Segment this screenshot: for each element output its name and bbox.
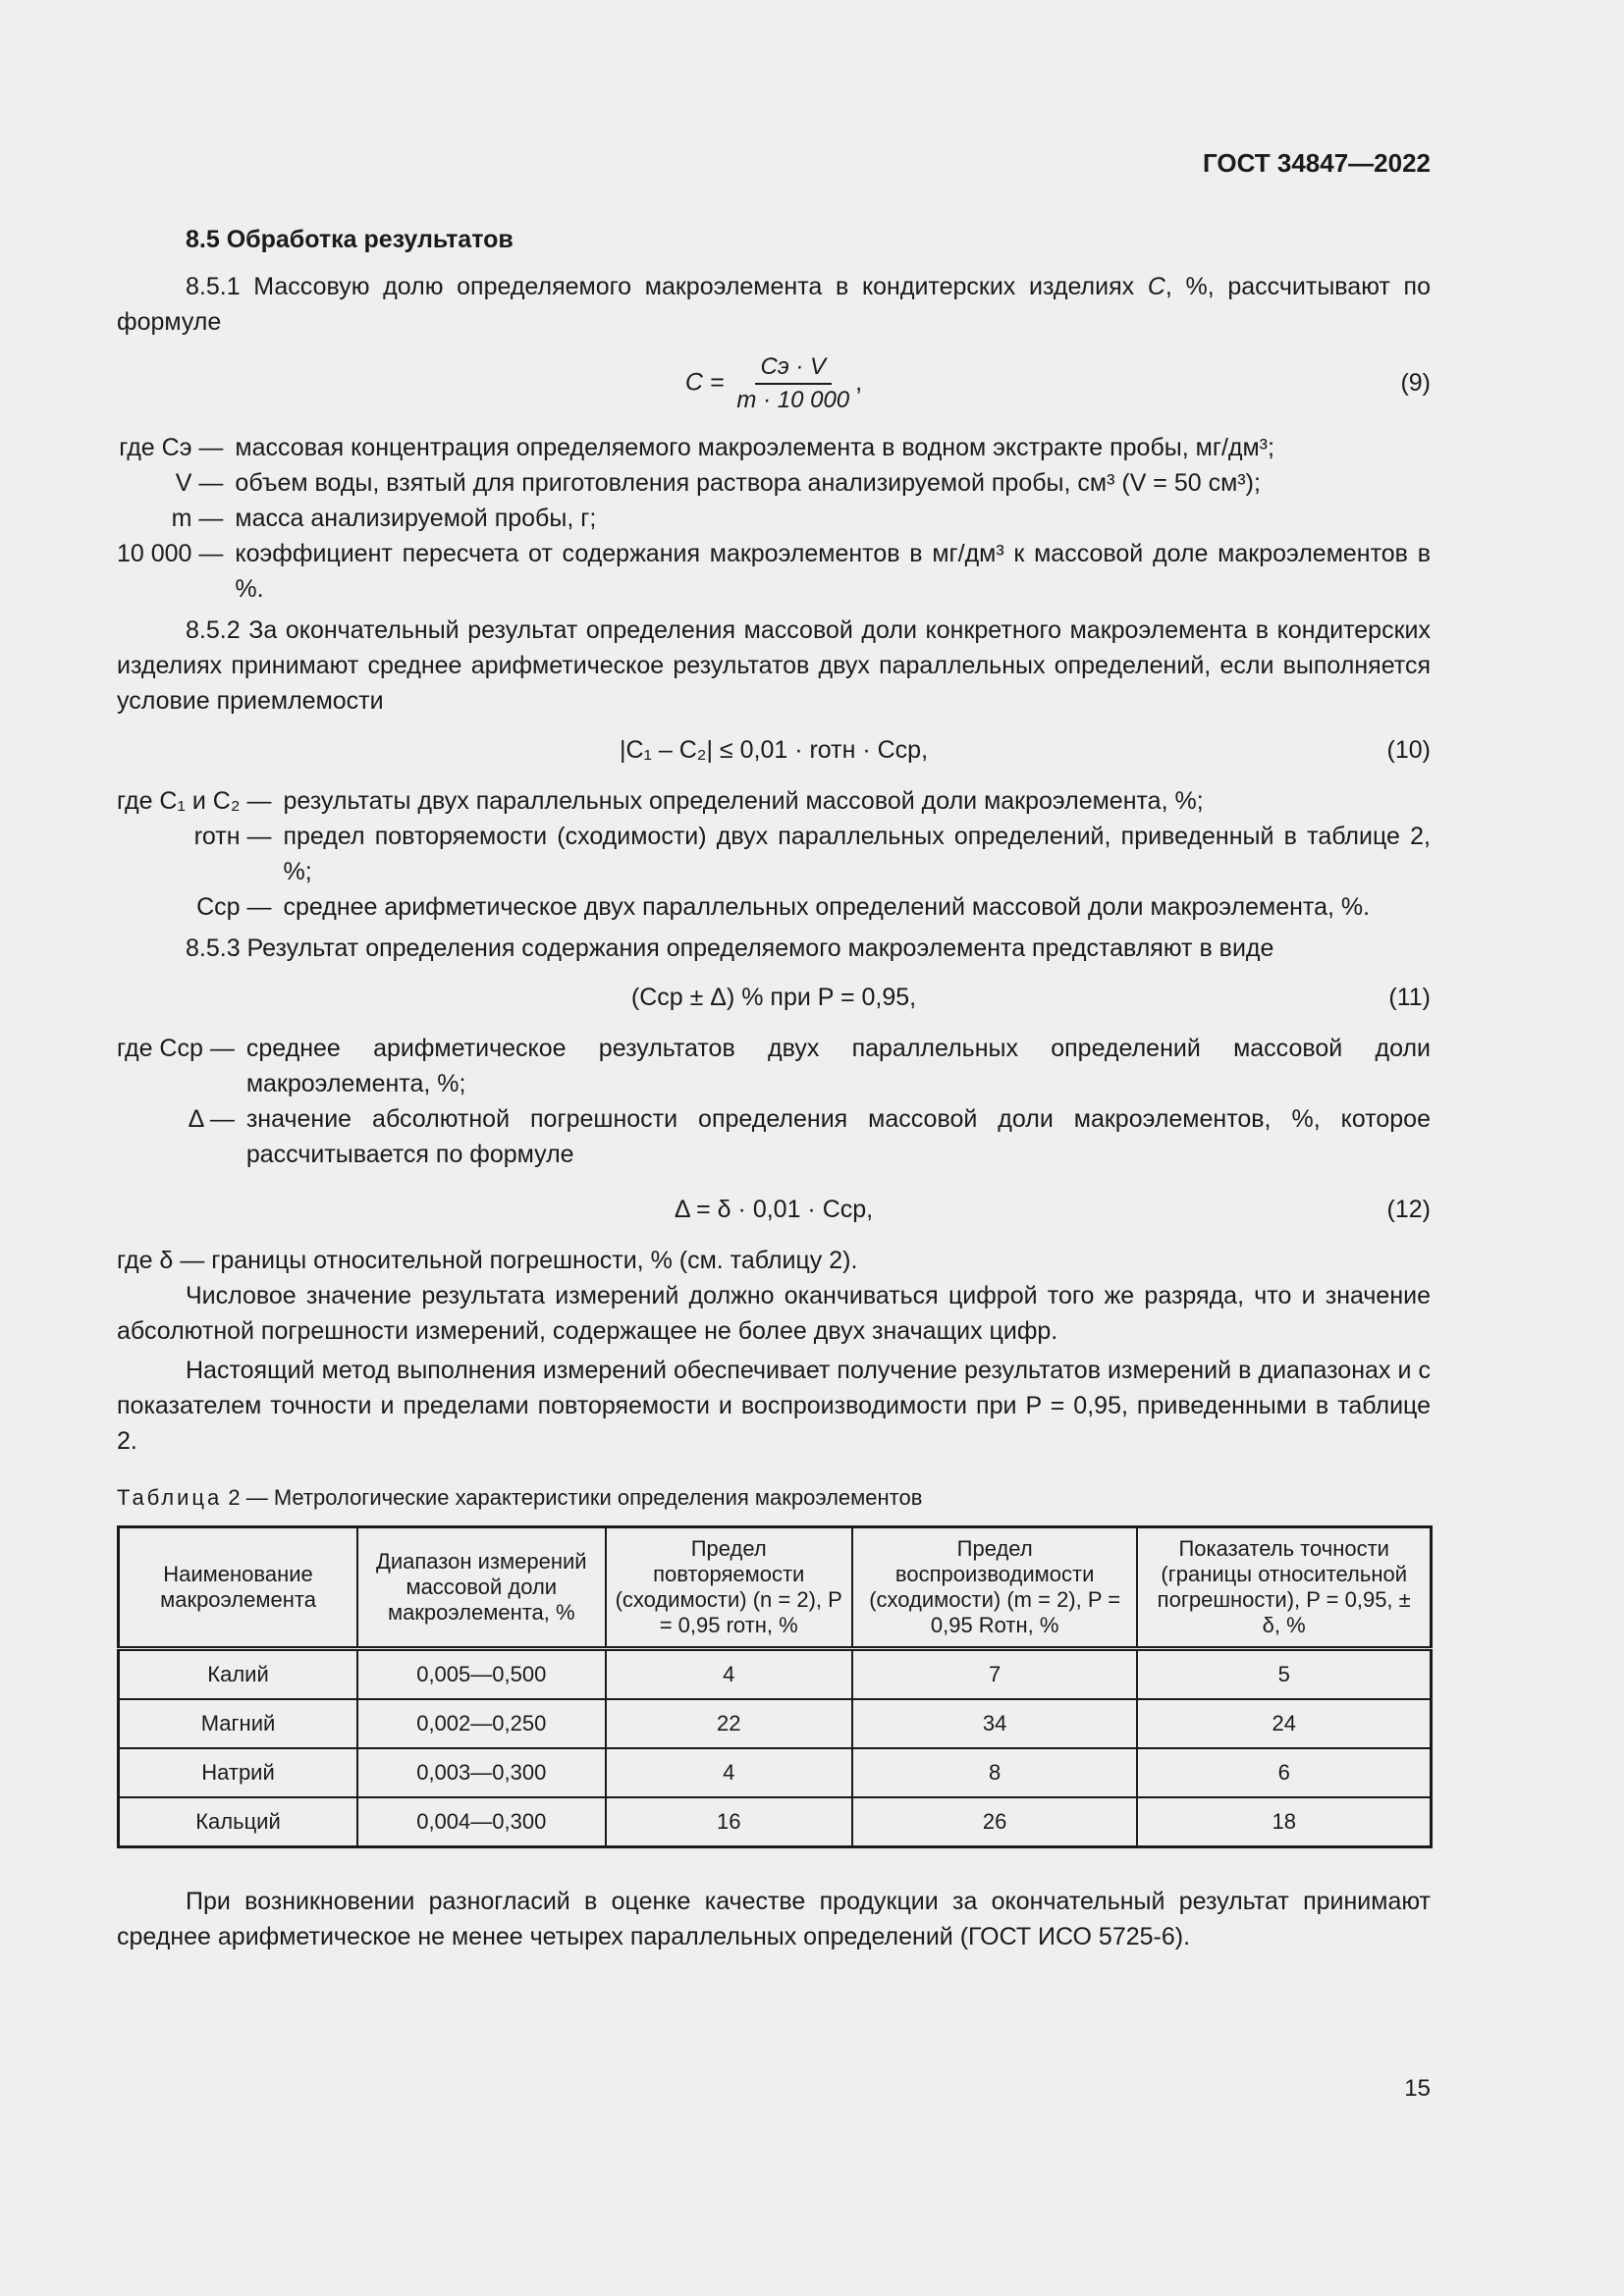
table-caption-word: Таблица xyxy=(117,1485,223,1510)
page-content xyxy=(117,222,1431,1954)
definitions-10 xyxy=(117,783,1431,925)
formula-9-number: (9) xyxy=(1400,369,1431,397)
definitions-9 xyxy=(117,430,1431,607)
table-cell: 0,005—0,500 xyxy=(357,1649,605,1700)
table-header-cell: Наименование макроэлемента xyxy=(119,1527,358,1649)
paragraph-dispute: При возникновении разногласий в оценке качестве продукции за окончательный результат принимают среднее арифметическое не менее четырех параллельных определений (ГОСТ ИСО 5725-6). xyxy=(117,1888,1431,1950)
table-cell: 0,004—0,300 xyxy=(357,1797,605,1847)
formula-11 xyxy=(117,980,1431,1015)
def-desc: среднее арифметическое двух параллельных определений массовой доли макроэлемента, %. xyxy=(283,893,1371,921)
paragraph-8-5-3: 8.5.3 Результат определения содержания определяемого макроэлемента представляют в виде xyxy=(186,934,1274,962)
def-term: V — xyxy=(175,469,224,497)
table-header-cell: Диапазон измерений массовой доли макроэлемента, % xyxy=(357,1527,605,1649)
paragraph-rounding: Числовое значение результата измерений должно оканчиваться цифрой того же разряда, что и значение абсолютной погрешности измерений, содержащее не более двух значащих цифр. xyxy=(117,1282,1431,1345)
table-header-cell: Предел воспроизводимости (сходимости) (m = 2), P = 0,95 Rотн, % xyxy=(852,1527,1137,1649)
table-cell: 34 xyxy=(852,1699,1137,1748)
def-desc: значение абсолютной погрешности определения массовой доли макроэлементов, %, которое рассчитывается по формуле xyxy=(245,1105,1431,1168)
formula-11-expression: (Cср ± Δ) % при P = 0,95, xyxy=(630,984,917,1011)
def-term: Δ — xyxy=(188,1105,235,1133)
p851-var: C xyxy=(1147,273,1165,300)
def-desc: среднее арифметическое результатов двух параллельных определений массовой доли макроэлемента, %; xyxy=(245,1035,1431,1097)
def-term: rотн — xyxy=(193,823,272,850)
table-cell: 0,002—0,250 xyxy=(357,1699,605,1748)
table-cell: 16 xyxy=(606,1797,852,1847)
formula-11-number: (11) xyxy=(1388,984,1431,1011)
table-caption xyxy=(117,1480,1431,1516)
def-term: Cср — xyxy=(196,893,272,921)
def-desc: объем воды, взятый для приготовления раствора анализируемой пробы, см³ (V = 50 см³); xyxy=(235,469,1261,497)
table-cell: Магний xyxy=(119,1699,358,1748)
page-number: 15 xyxy=(1404,2075,1431,2102)
section-title: 8.5 Обработка результатов xyxy=(186,226,514,253)
table-row xyxy=(119,1699,1432,1748)
delta-definition: где δ — границы относительной погрешности, % (см. таблицу 2). xyxy=(117,1247,858,1274)
table-cell: Натрий xyxy=(119,1748,358,1797)
formula-9-denominator: m · 10 000 xyxy=(736,387,850,413)
def-term: m — xyxy=(171,505,224,532)
def-desc: результаты двух параллельных определений массовой доли макроэлемента, %; xyxy=(283,787,1204,815)
document-id: ГОСТ 34847—2022 xyxy=(1203,148,1431,178)
formula-9-numerator: Cэ · V xyxy=(755,353,832,385)
formula-10-expression: |C₁ – C₂| ≤ 0,01 · rотн · Cср, xyxy=(619,736,929,764)
formula-12 xyxy=(117,1192,1431,1227)
table-cell: 8 xyxy=(852,1748,1137,1797)
table-header-cell: Показатель точности (границы относительной погрешности), P = 0,95, ± δ, % xyxy=(1137,1527,1431,1649)
formula-9-expression xyxy=(117,353,1431,414)
def-desc: коэффициент пересчета от содержания макроэлементов в мг/дм³ к массовой доле макроэлементов в %. xyxy=(235,540,1431,603)
formula-9-fraction xyxy=(731,353,855,414)
definitions-11 xyxy=(117,1031,1431,1172)
table-header-cell: Предел повторяемости (сходимости) (n = 2), P = 0,95 rотн, % xyxy=(606,1527,852,1649)
table-cell: 18 xyxy=(1137,1797,1431,1847)
table-cell: 0,003—0,300 xyxy=(357,1748,605,1797)
table-cell: 6 xyxy=(1137,1748,1431,1797)
table-header-row xyxy=(119,1527,1432,1649)
def-desc: масса анализируемой пробы, г; xyxy=(235,505,597,532)
table-cell: 24 xyxy=(1137,1699,1431,1748)
metrology-table xyxy=(117,1525,1433,1848)
table-cell: 4 xyxy=(606,1748,852,1797)
table-cell: 26 xyxy=(852,1797,1137,1847)
formula-10-number: (10) xyxy=(1386,736,1431,764)
def-term: где Cср — xyxy=(117,1035,235,1062)
formula-12-expression: Δ = δ · 0,01 · Cср, xyxy=(674,1196,874,1223)
def-term: 10 000 — xyxy=(117,540,224,567)
paragraph-8-5-1 xyxy=(117,269,1431,340)
table-cell: 22 xyxy=(606,1699,852,1748)
def-term: где C₁ и C₂ — xyxy=(117,787,272,815)
table-cell: 4 xyxy=(606,1649,852,1700)
paragraph-8-5-2: 8.5.2 За окончательный результат определения массовой доли конкретного макроэлемента в кондитерских изделиях принимают среднее арифметическое результатов двух параллельных определений, если выполняется условие приемлемости xyxy=(117,616,1431,715)
def-desc: предел повторяемости (сходимости) двух параллельных определений, приведенный в таблице 2, %; xyxy=(283,823,1431,885)
table-cell: 5 xyxy=(1137,1649,1431,1700)
formula-9-tail: , xyxy=(855,368,863,397)
formula-10 xyxy=(117,732,1431,768)
def-desc: массовая концентрация определяемого макроэлемента в водном экстракте пробы, мг/дм³; xyxy=(235,434,1274,461)
table-cell: Кальций xyxy=(119,1797,358,1847)
table-row xyxy=(119,1748,1432,1797)
formula-9-lhs: C = xyxy=(684,368,731,397)
def-term: где Cэ — xyxy=(119,434,224,461)
table-caption-text: 2 — Метрологические характеристики определения макроэлементов xyxy=(222,1485,923,1510)
formula-12-number: (12) xyxy=(1386,1196,1431,1223)
p851-text-a: 8.5.1 Массовую долю определяемого макроэлемента в кондитерских изделиях xyxy=(186,273,1148,300)
p851-text-b: , %, рассчитывают по формуле xyxy=(117,273,1431,336)
table-cell: 7 xyxy=(852,1649,1137,1700)
paragraph-method: Настоящий метод выполнения измерений обеспечивает получение результатов измерений в диапазонах и с показателем точности и пределами повторяемости и воспроизводимости при P = 0,95, приведенными в таблице 2. xyxy=(117,1357,1431,1455)
table-cell: Калий xyxy=(119,1649,358,1700)
formula-9 xyxy=(117,353,1431,414)
table-row xyxy=(119,1649,1432,1700)
table-row xyxy=(119,1797,1432,1847)
